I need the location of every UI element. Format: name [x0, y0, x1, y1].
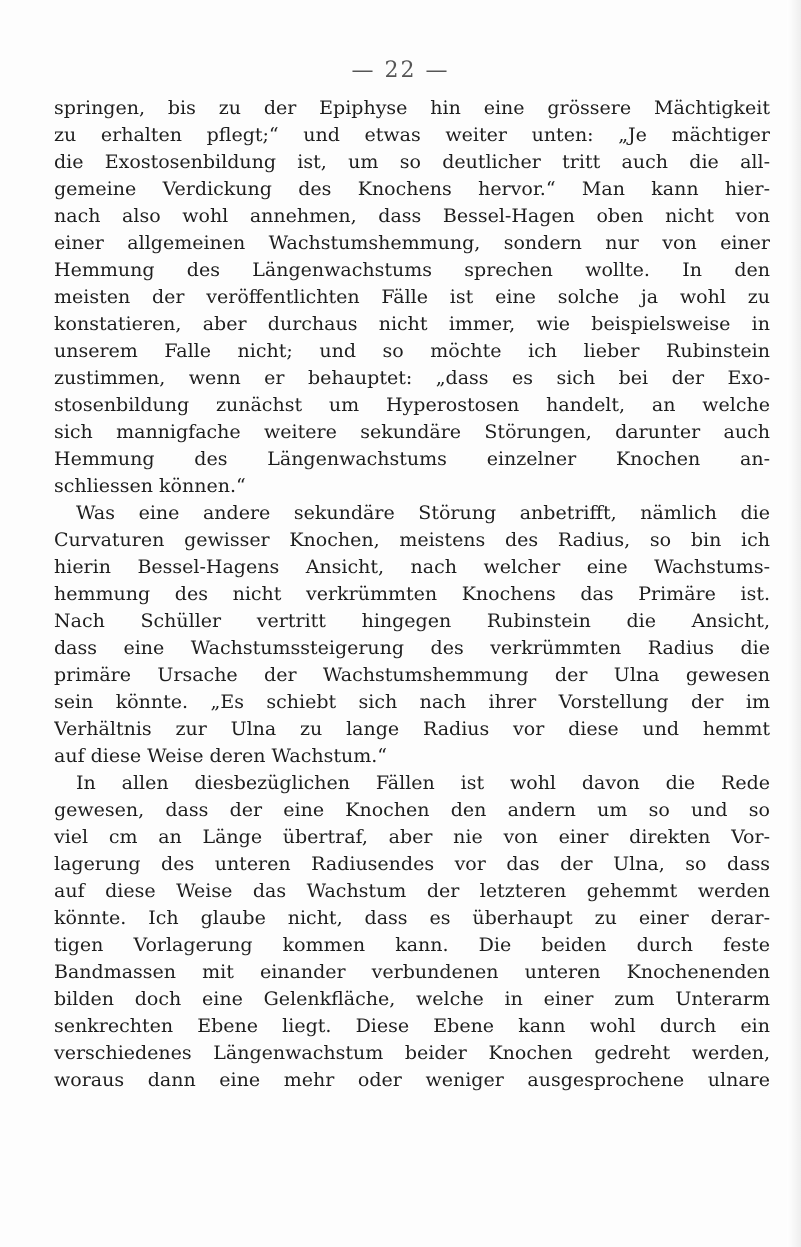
text-line: zu erhalten pflegt;“ und etwas weiter unten: „Je mächtiger	[54, 124, 770, 146]
page-number: — 22 —	[351, 58, 450, 83]
text-line: hierin Bessel-Hagens Ansicht, nach welcher eine Wachstums-	[54, 556, 770, 578]
text-line: Nach Schüller vertritt hingegen Rubinstein die Ansicht,	[54, 610, 770, 632]
text-line: Hemmung des Längenwachstums sprechen wollte. In den	[54, 259, 770, 281]
text-line: meisten der veröffentlichten Fälle ist eine solche ja wohl zu	[54, 286, 770, 308]
text-line: woraus dann eine mehr oder weniger ausgesprochene ulnare	[54, 1069, 770, 1091]
text-line: auf diese Weise das Wachstum der letzteren gehemmt werden	[54, 880, 770, 902]
text-line: In allen diesbezüglichen Fällen ist wohl davon die Rede	[76, 772, 770, 794]
text-line: zustimmen, wenn er behauptet: „dass es sich bei der Exo-	[54, 367, 770, 389]
text-line: springen, bis zu der Epiphyse hin eine grössere Mächtigkeit	[54, 97, 770, 119]
text-line: auf diese Weise deren Wachstum.“	[54, 745, 387, 767]
text-line: nach also wohl annehmen, dass Bessel-Hagen oben nicht von	[54, 205, 770, 227]
text-line: stosenbildung zunächst um Hyperostosen handelt, an welche	[54, 394, 770, 416]
text-line: könnte. Ich glaube nicht, dass es überhaupt zu einer derar-	[54, 907, 770, 929]
text-line: dass eine Wachstumssteigerung des verkrümmten Radius die	[54, 637, 770, 659]
text-line: sein könnte. „Es schiebt sich nach ihrer Vorstellung der im	[54, 691, 770, 713]
text-line: senkrechten Ebene liegt. Diese Ebene kann wohl durch ein	[54, 1015, 770, 1037]
text-line: Was eine andere sekundäre Störung anbetrifft, nämlich die	[76, 502, 770, 524]
text-line: lagerung des unteren Radiusendes vor das der Ulna, so dass	[54, 853, 770, 875]
text-line: bilden doch eine Gelenkfläche, welche in einer zum Unterarm	[54, 988, 770, 1010]
text-line: unserem Falle nicht; und so möchte ich lieber Rubinstein	[54, 340, 770, 362]
body-text	[54, 95, 770, 1094]
text-line: hemmung des nicht verkrümmten Knochens das Primäre ist.	[54, 583, 770, 605]
text-line: die Exostosenbildung ist, um so deutlicher tritt auch die all-	[54, 151, 770, 173]
text-line: viel cm an Länge übertraf, aber nie von einer direkten Vor-	[54, 826, 770, 848]
text-line: verschiedenes Längenwachstum beider Knochen gedreht werden,	[54, 1042, 770, 1064]
page-edge-shadow	[787, 0, 801, 1247]
text-line: gewesen, dass der eine Knochen den andern um so und so	[54, 799, 770, 821]
text-line: Verhältnis zur Ulna zu lange Radius vor diese und hemmt	[54, 718, 770, 740]
text-line: einer allgemeinen Wachstumshemmung, sondern nur von einer	[54, 232, 770, 254]
text-line: Curvaturen gewisser Knochen, meistens des Radius, so bin ich	[54, 529, 770, 551]
text-line: tigen Vorlagerung kommen kann. Die beiden durch feste	[54, 934, 770, 956]
text-line: primäre Ursache der Wachstumshemmung der Ulna gewesen	[54, 664, 770, 686]
text-line: sich mannigfache weitere sekundäre Störungen, darunter auch	[54, 421, 770, 443]
text-line: konstatieren, aber durchaus nicht immer, wie beispielsweise in	[54, 313, 770, 335]
text-line: gemeine Verdickung des Knochens hervor.“ Man kann hier-	[54, 178, 770, 200]
text-line: Bandmassen mit einander verbundenen unteren Knochenenden	[54, 961, 770, 983]
text-line: Hemmung des Längenwachstums einzelner Knochen an-	[54, 448, 770, 470]
text-line: schliessen können.“	[54, 475, 246, 497]
